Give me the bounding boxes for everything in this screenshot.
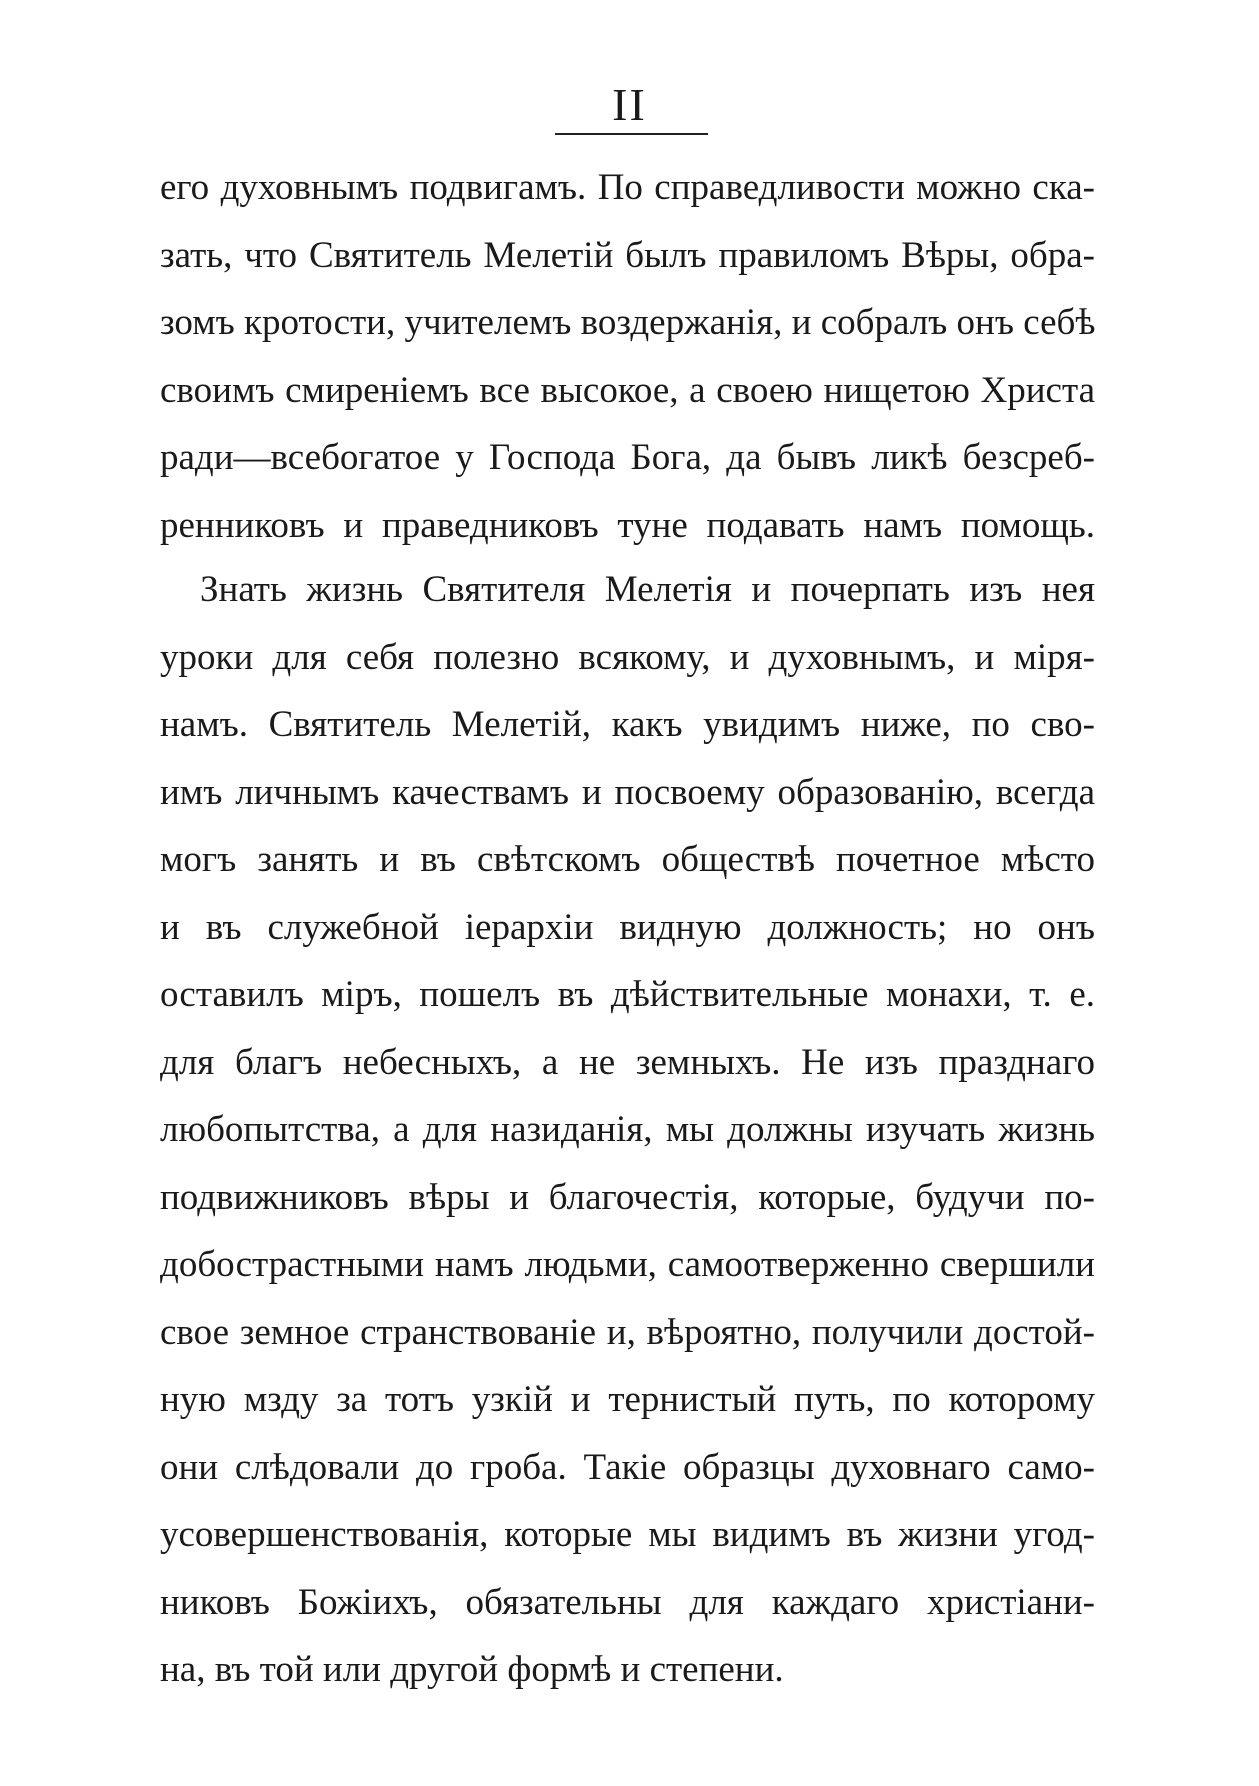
text-line: ренниковъ и праведниковъ туне подавать намъ помощь. — [160, 504, 1095, 546]
text-line: его духовнымъ подвигамъ. По справедливости можно ска- — [160, 167, 1095, 208]
paragraph-1 — [160, 154, 1095, 559]
text-line: и въ служебной іерархіи видную должность; но онъ — [160, 906, 1095, 948]
text-line: никовъ Божіихъ, обязательны для каждаго христіани- — [160, 1581, 1095, 1623]
text-line: могъ занять и въ свѣтскомъ обществѣ почетное мѣсто — [160, 839, 1095, 880]
text-line: для благъ небесныхъ, а не земныхъ. Не изъ празднаго — [160, 1041, 1095, 1083]
paragraph-2 — [160, 556, 1095, 1704]
text-line: на, въ той или другой формѣ и степени. — [160, 1649, 784, 1690]
text-line: Знать жизнь Святителя Мелетія и почерпать изъ нея — [200, 569, 1095, 610]
text-line: своимъ смиреніемъ все высокое, а своею нищетою Христа — [160, 369, 1095, 411]
text-line: ради—всебогатое у Господа Бога, да бывъ ликѣ безсреб- — [160, 437, 1095, 478]
text-line: ную мзду за тотъ узкій и тернистый путь, по которому — [160, 1379, 1095, 1420]
text-line: усовершенствованія, которые мы видимъ въ жизни угод- — [160, 1514, 1095, 1555]
text-line: оставилъ міръ, пошелъ въ дѣйствительные монахи, т. е. — [160, 974, 1095, 1015]
text-line: любопытства, а для назиданія, мы должны изучать жизнь — [160, 1109, 1095, 1150]
page-number: II — [612, 79, 647, 130]
text-line: подвижниковъ вѣры и благочестія, которые, будучи по- — [160, 1176, 1095, 1218]
text-line: зомъ кротости, учителемъ воздержанія, и собралъ онъ себѣ — [160, 302, 1096, 343]
text-line: добострастными намъ людьми, самоотверженно свершили — [160, 1244, 1095, 1285]
header-rule — [555, 133, 708, 135]
text-line: они слѣдовали до гроба. Такіе образцы духовнаго само- — [160, 1446, 1095, 1488]
text-line: намъ. Святитель Мелетій, какъ увидимъ ниже, по сво- — [160, 704, 1095, 745]
text-line: свое земное странствованіе и, вѣроятно, получили достой- — [160, 1311, 1095, 1353]
text-line: имъ личнымъ качествамъ и посвоему образованію, всегда — [160, 771, 1095, 813]
text-line: уроки для себя полезно всякому, и духовнымъ, и міря- — [160, 636, 1095, 678]
text-line: зать, что Святитель Мелетій былъ правиломъ Вѣры, обра- — [160, 234, 1095, 276]
